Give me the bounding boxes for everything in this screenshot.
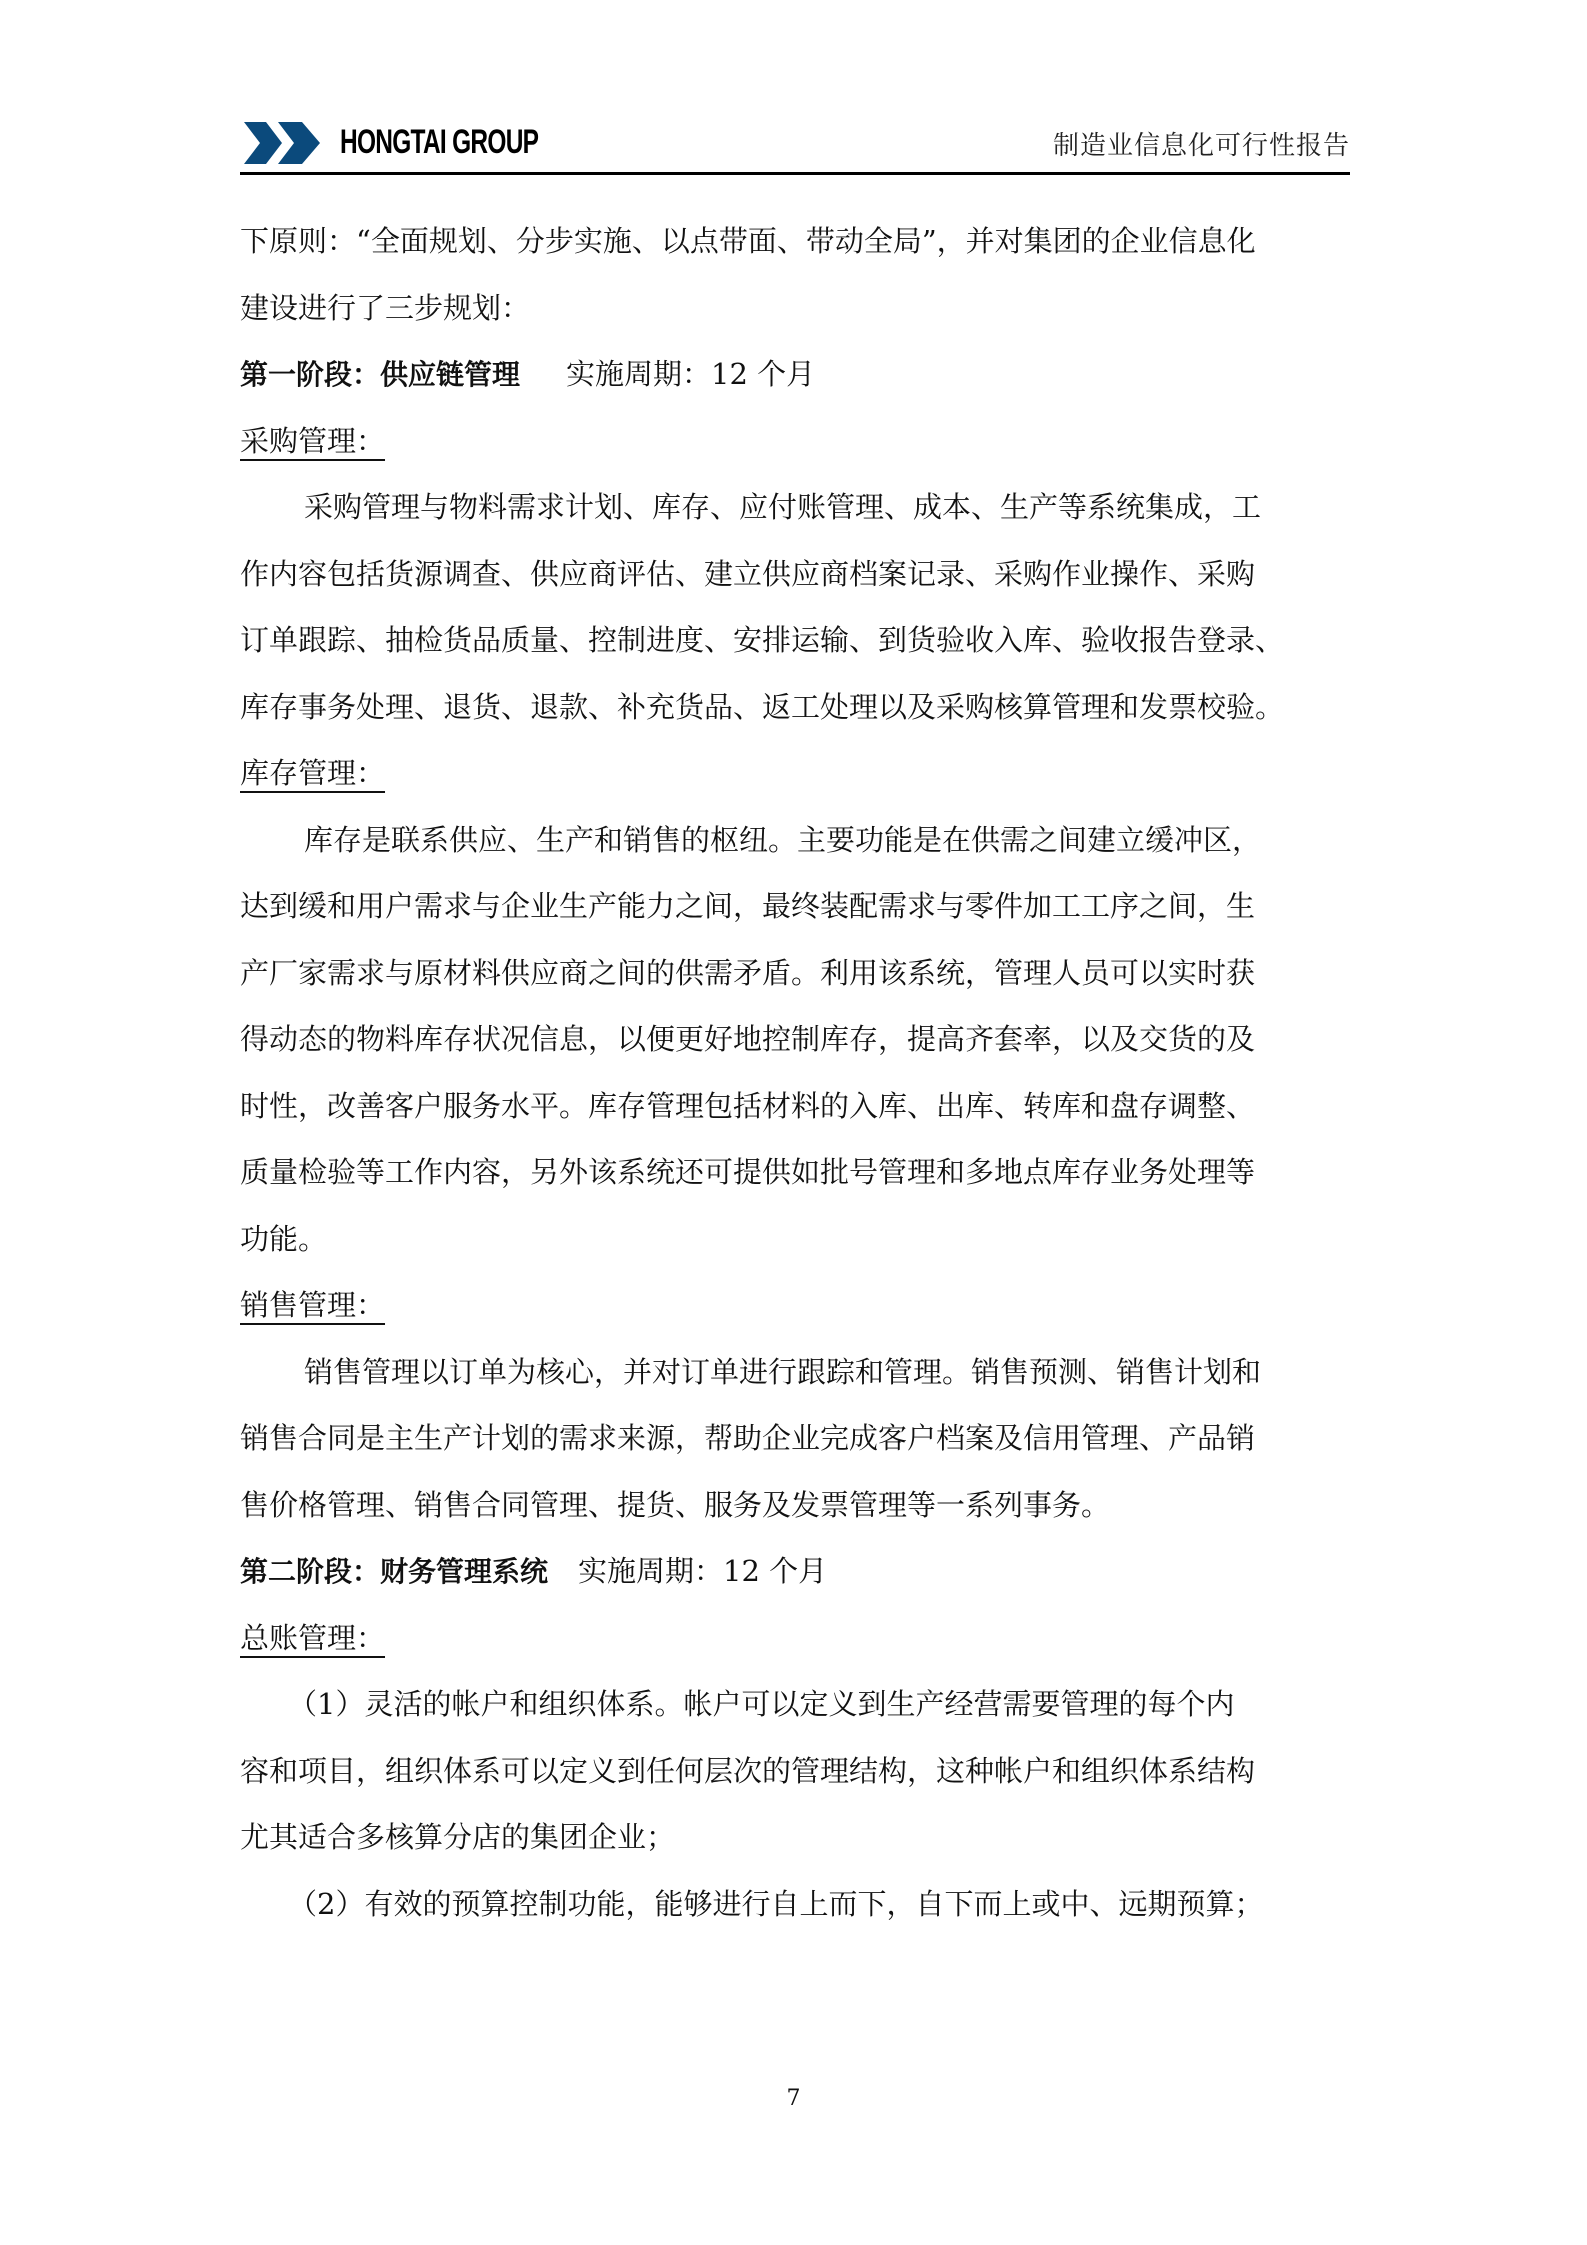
paragraph-line: 采购管理与物料需求计划、库存、应付账管理、成本、生产等系统集成，工: [304, 490, 1262, 524]
paragraph-line: 下原则：“全面规划、分步实施、以点带面、带动全局”，并对集团的企业信息化: [240, 224, 1256, 258]
phase-heading: [240, 1538, 1352, 1605]
paragraph-line: 作内容包括货源调查、供应商评估、建立供应商档案记录、采购作业操作、采购: [240, 556, 1256, 591]
page-body: [240, 208, 1352, 1937]
page-number: 7: [786, 2086, 801, 2111]
paragraph-line: 库存是联系供应、生产和销售的枢纽。主要功能是在供需之间建立缓冲区，: [304, 822, 1262, 857]
phase-title: 第一阶段：供应链管理: [240, 358, 521, 391]
paragraph-line: 订单跟踪、抽检货品质量、控制进度、安排运输、到货验收入库、验收报告登录、: [240, 623, 1285, 657]
phase-period: 实施周期：12 个月: [578, 1554, 828, 1588]
paragraph-line: 达到缓和用户需求与企业生产能力之间，最终装配需求与零件加工工序之间，生: [240, 889, 1256, 923]
paragraph-line: 建设进行了三步规划：: [240, 290, 531, 325]
paragraph-line: 质量检验等工作内容，另外该系统还可提供如批号管理和多地点库存业务处理等: [240, 1155, 1256, 1189]
page-header: [240, 110, 1350, 174]
paragraph-line: （2）有效的预算控制功能，能够进行自上而下，自下而上或中、远期预算；: [288, 1886, 1264, 1921]
document-title: 制造业信息化可行性报告: [1052, 131, 1350, 161]
double-chevron-logo-icon: [244, 122, 324, 164]
paragraph-line: 售价格管理、销售合同管理、提货、服务及发票管理等一系列事务。: [240, 1487, 1111, 1522]
paragraph-line: 销售管理以订单为核心，并对订单进行跟踪和管理。销售预测、销售计划和: [304, 1354, 1262, 1389]
paragraph-line: 时性，改善客户服务水平。库存管理包括材料的入库、出库、转库和盘存调整、: [240, 1088, 1256, 1123]
section-heading: 采购管理：: [240, 423, 386, 458]
phase-title: 第二阶段：财务管理系统: [240, 1555, 549, 1588]
paragraph-line: 功能。: [240, 1221, 328, 1256]
phase-period: 实施周期：12 个月: [566, 357, 816, 391]
paragraph-line: 销售合同是主生产计划的需求来源，帮助企业完成客户档案及信用管理、产品销: [240, 1421, 1256, 1455]
paragraph-line: 得动态的物料库存状况信息，以便更好地控制库存，提高齐套率，以及交货的及: [240, 1022, 1256, 1056]
paragraph-line: 库存事务处理、退货、退款、补充货品、返工处理以及采购核算管理和发票校验。: [240, 689, 1285, 724]
brand-name: HONGTAI GROUP: [340, 123, 539, 161]
paragraph-line: 产厂家需求与原材料供应商之间的供需矛盾。利用该系统，管理人员可以实时获: [240, 955, 1256, 990]
section-heading: 总账管理：: [240, 1620, 386, 1655]
phase-heading: [240, 341, 1352, 408]
section-heading: 销售管理：: [240, 1288, 386, 1322]
header-divider: [240, 172, 1350, 175]
section-heading: 库存管理：: [240, 756, 386, 790]
paragraph-line: （1）灵活的帐户和组织体系。帐户可以定义到生产经营需要管理的每个内: [288, 1687, 1235, 1721]
paragraph-line: 尤其适合多核算分店的集团企业；: [240, 1820, 676, 1854]
paragraph-line: 容和项目，组织体系可以定义到任何层次的管理结构，这种帐户和组织体系结构: [240, 1753, 1256, 1788]
